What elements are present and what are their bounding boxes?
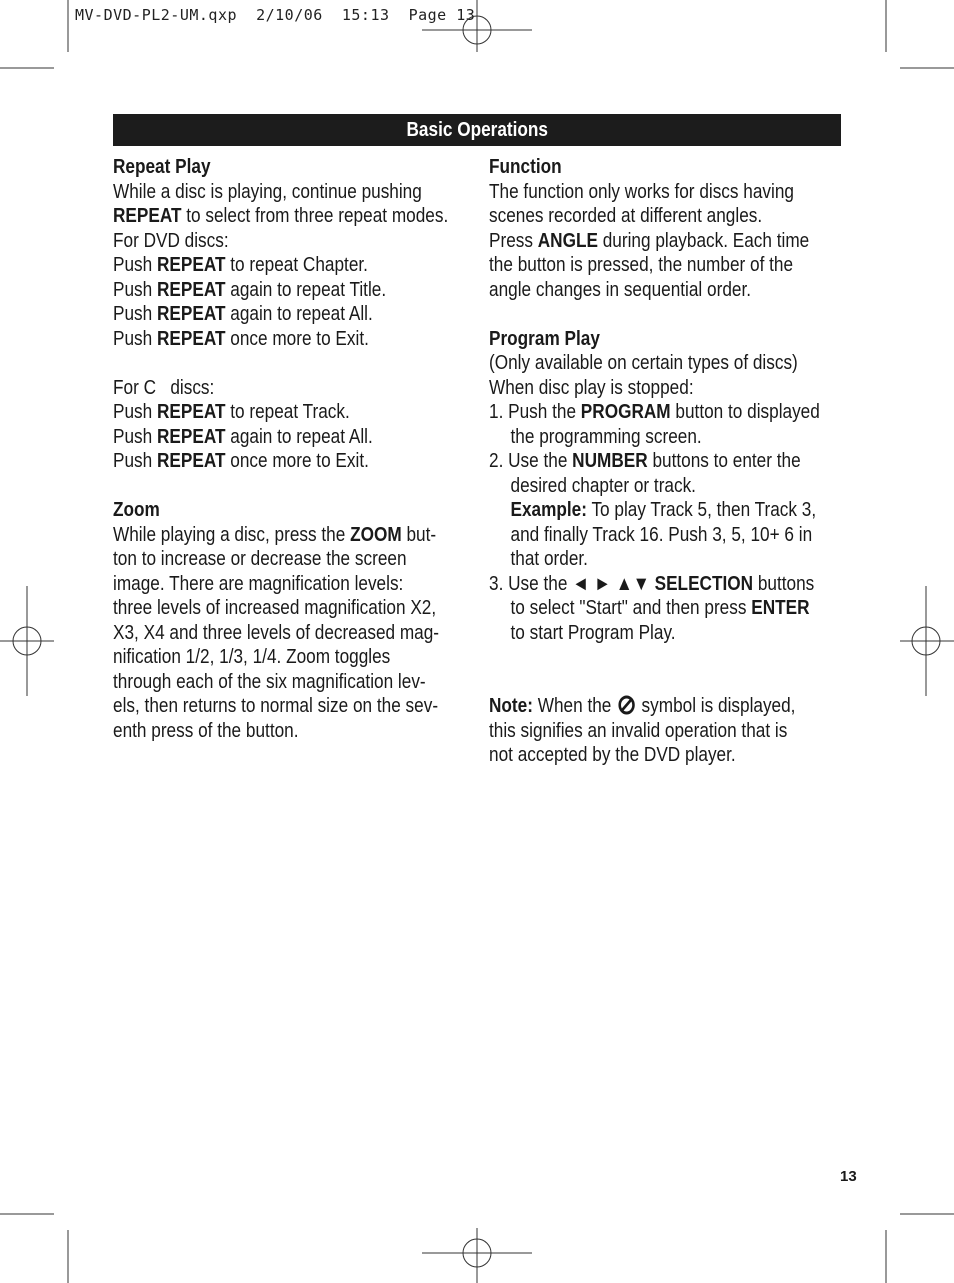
- section-title: Basic Operations: [406, 118, 548, 141]
- repeat-text-line: REPEAT to select from three repeat modes.: [113, 205, 449, 227]
- repeat-text-line: For C discs:: [113, 376, 215, 399]
- zoom-text-line: image. There are magnification levels:: [113, 572, 404, 595]
- note-line: Note: When the symbol is displayed,: [489, 695, 796, 717]
- right-column: [489, 155, 899, 768]
- program-example-cont: and finally Track 16. Push 3, 5, 10+ 6 in: [510, 523, 813, 546]
- section-banner: [113, 114, 841, 146]
- function-text-line: scenes recorded at different angles.: [489, 205, 763, 227]
- program-step-3: 3. Use the ◄ ► ▲▼ SELECTION buttons: [489, 572, 815, 595]
- zoom-text-line: through each of the six magnification lev-: [113, 670, 426, 693]
- function-heading: Function: [489, 156, 562, 178]
- program-step-1: 1. Push the PROGRAM button to displayed: [489, 401, 820, 423]
- page-number: 13: [840, 1168, 857, 1185]
- zoom-text-line: While playing a disc, press the ZOOM but-: [113, 523, 437, 546]
- zoom-text-line: enth press of the button.: [113, 719, 299, 742]
- repeat-text-line: Push REPEAT to repeat Track.: [113, 401, 350, 423]
- file-slug: MV-DVD-PL2-UM.qxp 2/10/06 15:13 Page 13: [75, 6, 476, 24]
- repeat-text-line: For DVD discs:: [113, 229, 229, 252]
- zoom-text-line: three levels of increased magnification X2,: [113, 597, 437, 619]
- note-text-line: this signifies an invalid operation that is: [489, 719, 788, 742]
- left-column: [113, 155, 523, 743]
- zoom-text-line: X3, X4 and three levels of decreased mag-: [113, 621, 440, 644]
- program-text-line: When disc play is stopped:: [489, 376, 694, 399]
- repeat-play-heading: Repeat Play: [113, 156, 211, 178]
- repeat-text-line: Push REPEAT again to repeat All.: [113, 303, 373, 325]
- function-text-line: Press ANGLE during playback. Each time: [489, 229, 810, 252]
- crosshair-top-icon: [422, 0, 532, 52]
- zoom-text-line: ton to increase or decrease the screen: [113, 548, 407, 570]
- zoom-text-line: els, then returns to normal size on the sev-: [113, 695, 439, 717]
- program-text-line: (Only available on certain types of discs): [489, 352, 798, 374]
- program-step-2: 2. Use the NUMBER buttons to enter the: [489, 450, 801, 472]
- program-step-1-cont: the programming screen.: [510, 425, 702, 448]
- crosshair-left-icon: [0, 586, 54, 696]
- zoom-heading: Zoom: [113, 499, 160, 521]
- program-step-3-cont: to select "Start" and then press ENTER: [510, 597, 810, 619]
- function-text-line: the button is pressed, the number of the: [489, 254, 794, 276]
- note-text-line: not accepted by the DVD player.: [489, 744, 736, 766]
- function-text-line: angle changes in sequential order.: [489, 278, 752, 301]
- zoom-text-line: nification 1/2, 1/3, 1/4. Zoom toggles: [113, 646, 391, 668]
- arrow-buttons-icon: ◄ ► ▲▼: [572, 572, 650, 595]
- crosshair-right-icon: [900, 586, 954, 696]
- program-step-2-cont: desired chapter or track.: [510, 474, 696, 497]
- repeat-text-line: While a disc is playing, continue pushing: [113, 180, 422, 203]
- repeat-text-line: Push REPEAT again to repeat Title.: [113, 278, 387, 301]
- repeat-text-line: Push REPEAT once more to Exit.: [113, 327, 369, 350]
- program-step-3-cont: to start Program Play.: [510, 621, 676, 644]
- repeat-text-line: Push REPEAT to repeat Chapter.: [113, 254, 368, 276]
- program-play-heading: Program Play: [489, 327, 600, 350]
- repeat-text-line: Push REPEAT once more to Exit.: [113, 450, 369, 472]
- prohibited-icon: [618, 695, 635, 715]
- function-text-line: The function only works for discs having: [489, 180, 794, 203]
- crosshair-bottom-icon: [422, 1228, 532, 1283]
- program-example: Example: To play Track 5, then Track 3,: [510, 499, 817, 521]
- program-example-cont: that order.: [510, 548, 588, 570]
- repeat-text-line: Push REPEAT again to repeat All.: [113, 425, 373, 448]
